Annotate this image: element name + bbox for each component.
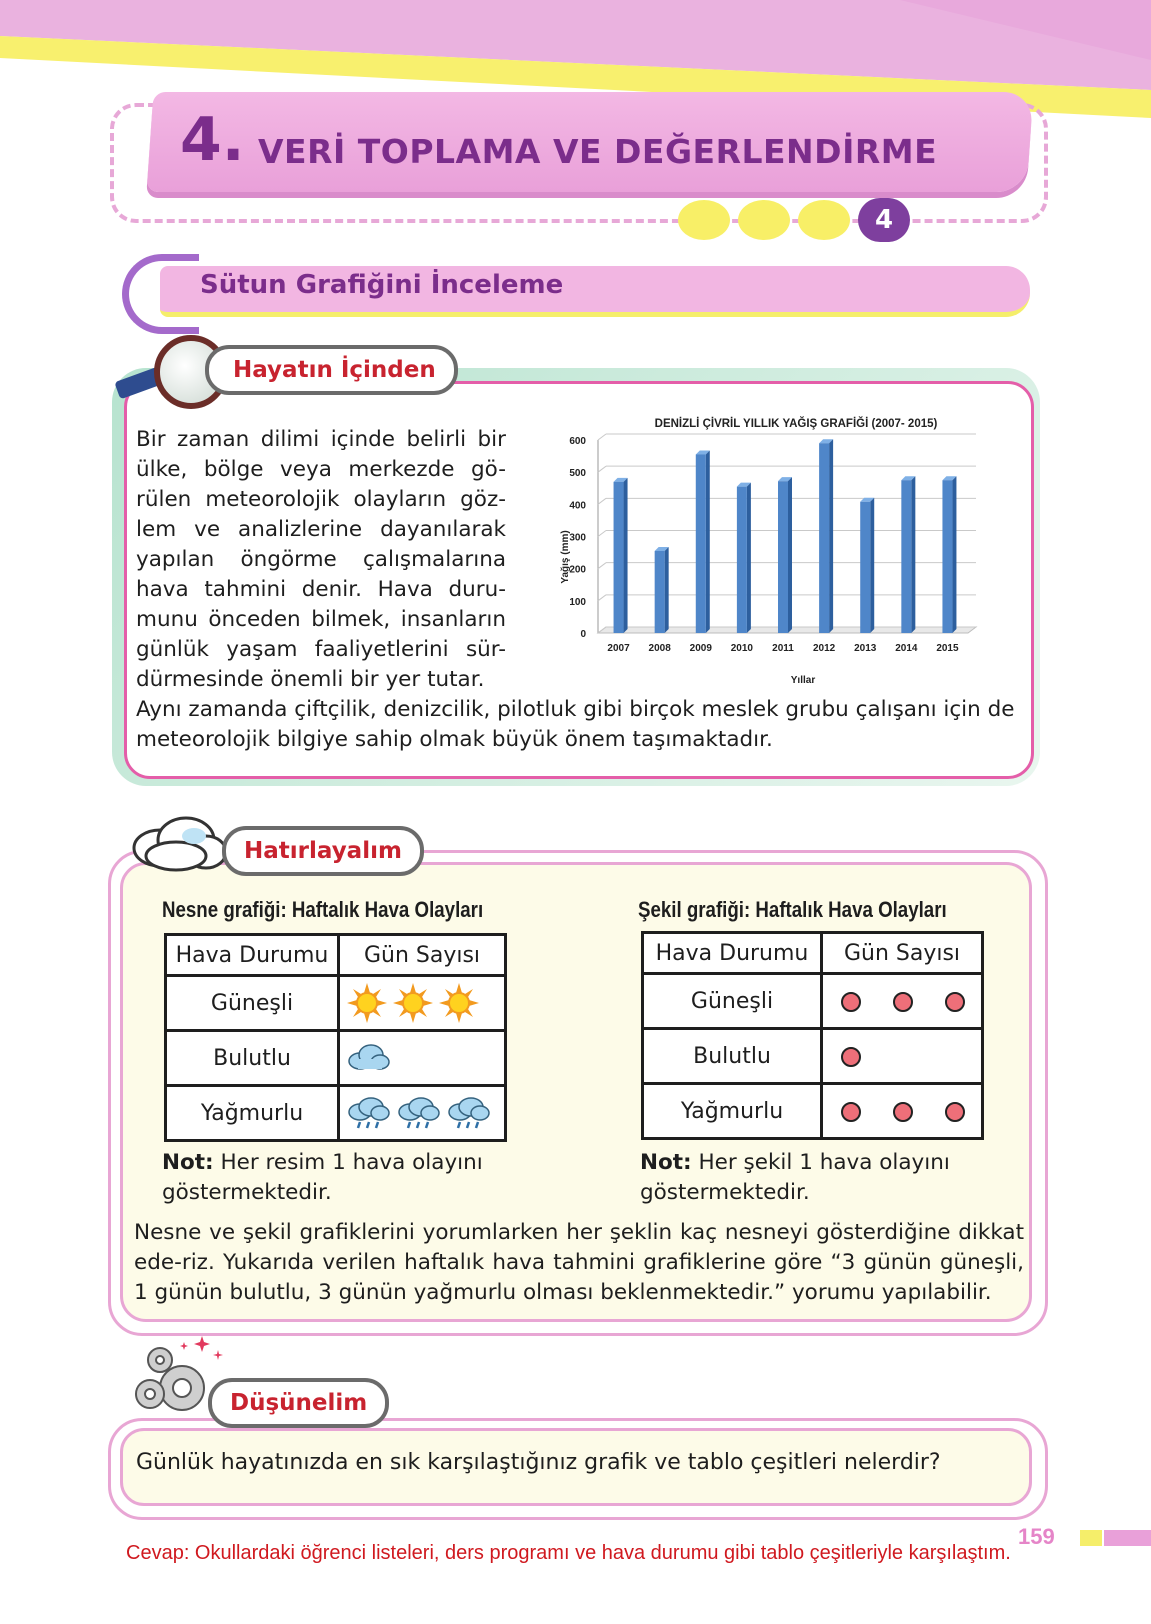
chart-bar [860, 498, 874, 633]
table-row-label: Bulutlu [166, 1031, 339, 1086]
chart-bar [655, 547, 669, 633]
summary-paragraph: Nesne ve şekil grafiklerini yorumlarken her şeklin kaç nesneyi gösterdiğine dikkat ede-riz. Yukarıda verilen haftalık hava tahmini grafiklerine göre “3 günün güneşli, 1 günün bulutlu, 3 günün yağmurlu olması beklenmektedir.” yorumu yapılabilir. [134, 1220, 1024, 1305]
table-row-label: Bulutlu [643, 1029, 822, 1084]
rainy-dots [822, 1084, 983, 1139]
table-row-label: Güneşli [166, 976, 339, 1031]
rain-cloud-icon [446, 1096, 492, 1130]
chart-x-tick-label: 2008 [648, 643, 671, 654]
rain-cloud-icon [396, 1096, 442, 1130]
chart-bar [942, 476, 956, 633]
sun-icon [347, 983, 387, 1023]
chart-bar [614, 478, 628, 633]
sunny-dots [822, 974, 983, 1029]
chart-y-tick-label: 0 [580, 629, 586, 640]
rain-cloud-icon [346, 1096, 392, 1130]
rainy-icons [339, 1086, 506, 1141]
chart-x-tick-label: 2010 [730, 643, 754, 654]
life-tag: Hayatın İçinden [205, 345, 458, 395]
note-text: Her resim 1 hava olayını göstermektedir. [162, 1150, 483, 1205]
dot-marker [841, 992, 861, 1012]
chapter-number: 4. [180, 105, 245, 175]
shape-graph-title: Şekil grafiği: Haftalık Hava Olayları [638, 897, 947, 922]
cloud-icon [346, 1041, 392, 1075]
object-graph-table [164, 933, 507, 1142]
table-row-label: Güneşli [643, 974, 822, 1029]
chart-y-tick-label: 100 [569, 596, 586, 608]
page-strip-decoration [1080, 1530, 1102, 1546]
dot-marker [841, 1047, 861, 1067]
dot-marker [945, 1102, 965, 1122]
note-text: Her şekil 1 hava olayını göstermektedir. [640, 1150, 950, 1205]
chart-gridline [598, 498, 606, 504]
chart-y-tick-label: 500 [569, 468, 586, 480]
chart-bar [696, 450, 710, 633]
decor-dot [678, 200, 730, 240]
answer-text: Cevap: Okullardaki öğrenci listeleri, ders programı ve hava durumu gibi tablo çeşitleriyle karşılaştım. [126, 1542, 1011, 1564]
dot-marker [893, 992, 913, 1012]
table-header: Hava Durumu [166, 935, 339, 976]
cloudy-icons [339, 1031, 506, 1086]
table-header: Gün Sayısı [339, 935, 506, 976]
table-row-label: Yağmurlu [166, 1086, 339, 1141]
chart-bar [901, 476, 915, 633]
object-graph-title: Nesne grafiği: Haftalık Hava Olayları [162, 897, 484, 922]
chart-gridline [598, 434, 606, 440]
chart-x-tick-label: 2007 [607, 643, 630, 654]
chart-y-tick-label: 400 [569, 500, 586, 512]
think-tag: Düşünelim [208, 1378, 389, 1428]
chart-title: DENİZLİ ÇİVRİL YILLIK YAĞIŞ GRAFİĞİ (2007- 2015) [654, 418, 938, 430]
dot-marker [893, 1102, 913, 1122]
page-number: 159 [1018, 1524, 1055, 1549]
intro-paragraph-continued: Aynı zamanda çiftçilik, denizcilik, pilotluk gibi birçok meslek grubu çalışanı için de meteorolojik bilgiye sahip olmak büyük önem taşımaktadır. [136, 697, 1015, 752]
table-row-label: Yağmurlu [643, 1084, 822, 1139]
shape-graph-note [640, 1148, 970, 1208]
object-graph-note [162, 1148, 492, 1208]
chart-bar [778, 477, 792, 633]
rainfall-chart-svg [538, 405, 1000, 695]
cloudy-dots [822, 1029, 983, 1084]
chart-x-tick-label: 2012 [812, 643, 836, 654]
section-title: Sütun Grafiğini İnceleme [200, 270, 564, 300]
decor-dot [738, 200, 790, 240]
table-header: Gün Sayısı [822, 933, 983, 974]
note-label: Not: [640, 1150, 692, 1175]
chart-x-tick-label: 2009 [689, 643, 712, 654]
chart-gridline [598, 531, 606, 537]
sunny-icons [339, 976, 506, 1031]
chart-bar [737, 483, 751, 633]
chart-y-tick-label: 300 [569, 532, 586, 544]
rainfall-chart [538, 405, 1000, 695]
chart-x-axis-label: Yıllar [790, 675, 816, 686]
chart-gridline [598, 466, 606, 472]
chart-x-tick-label: 2015 [936, 643, 959, 654]
remember-tag: Hatırlayalım [222, 826, 424, 876]
chart-gridline [598, 563, 606, 569]
chart-x-tick-label: 2011 [772, 643, 794, 654]
table-header: Hava Durumu [643, 933, 822, 974]
chart-x-tick-label: 2013 [854, 643, 877, 654]
chart-gridline [598, 595, 606, 601]
decor-dot [798, 200, 850, 240]
chart-y-tick-label: 200 [569, 564, 586, 576]
chapter-title: VERİ TOPLAMA VE DEĞERLENDİRME [258, 132, 938, 171]
dot-marker [841, 1102, 861, 1122]
sun-icon [393, 983, 433, 1023]
chart-x-tick-label: 2014 [895, 643, 918, 654]
sun-icon [439, 983, 479, 1023]
shape-graph-table [641, 931, 984, 1140]
cloud-icon [126, 812, 230, 874]
chart-y-axis-label: Yağış (mm) [560, 530, 571, 584]
think-question: Günlük hayatınızda en sık karşılaştığınız grafik ve tablo çeşitleri nelerdir? [136, 1450, 941, 1475]
chart-y-tick-label: 600 [569, 436, 586, 447]
unit-badge: 4 [858, 198, 910, 242]
dot-marker [945, 992, 965, 1012]
intro-paragraph: Bir zaman dilimi içinde belirli bir ülke, bölge veya merkezde gö-rülen meteorolojik olayların göz-lem ve analizlerine dayanılarak yapılan öngörme çalışmalarına hava tahmini denir. Hava duru-munu önceden bilmek, insanların günlük yaşam faaliyetlerini sür-dürmesinde önemli bir yer tutar. [136, 427, 506, 692]
page-strip-decoration [1104, 1530, 1151, 1546]
note-label: Not: [162, 1150, 214, 1175]
chart-bar [819, 439, 833, 633]
